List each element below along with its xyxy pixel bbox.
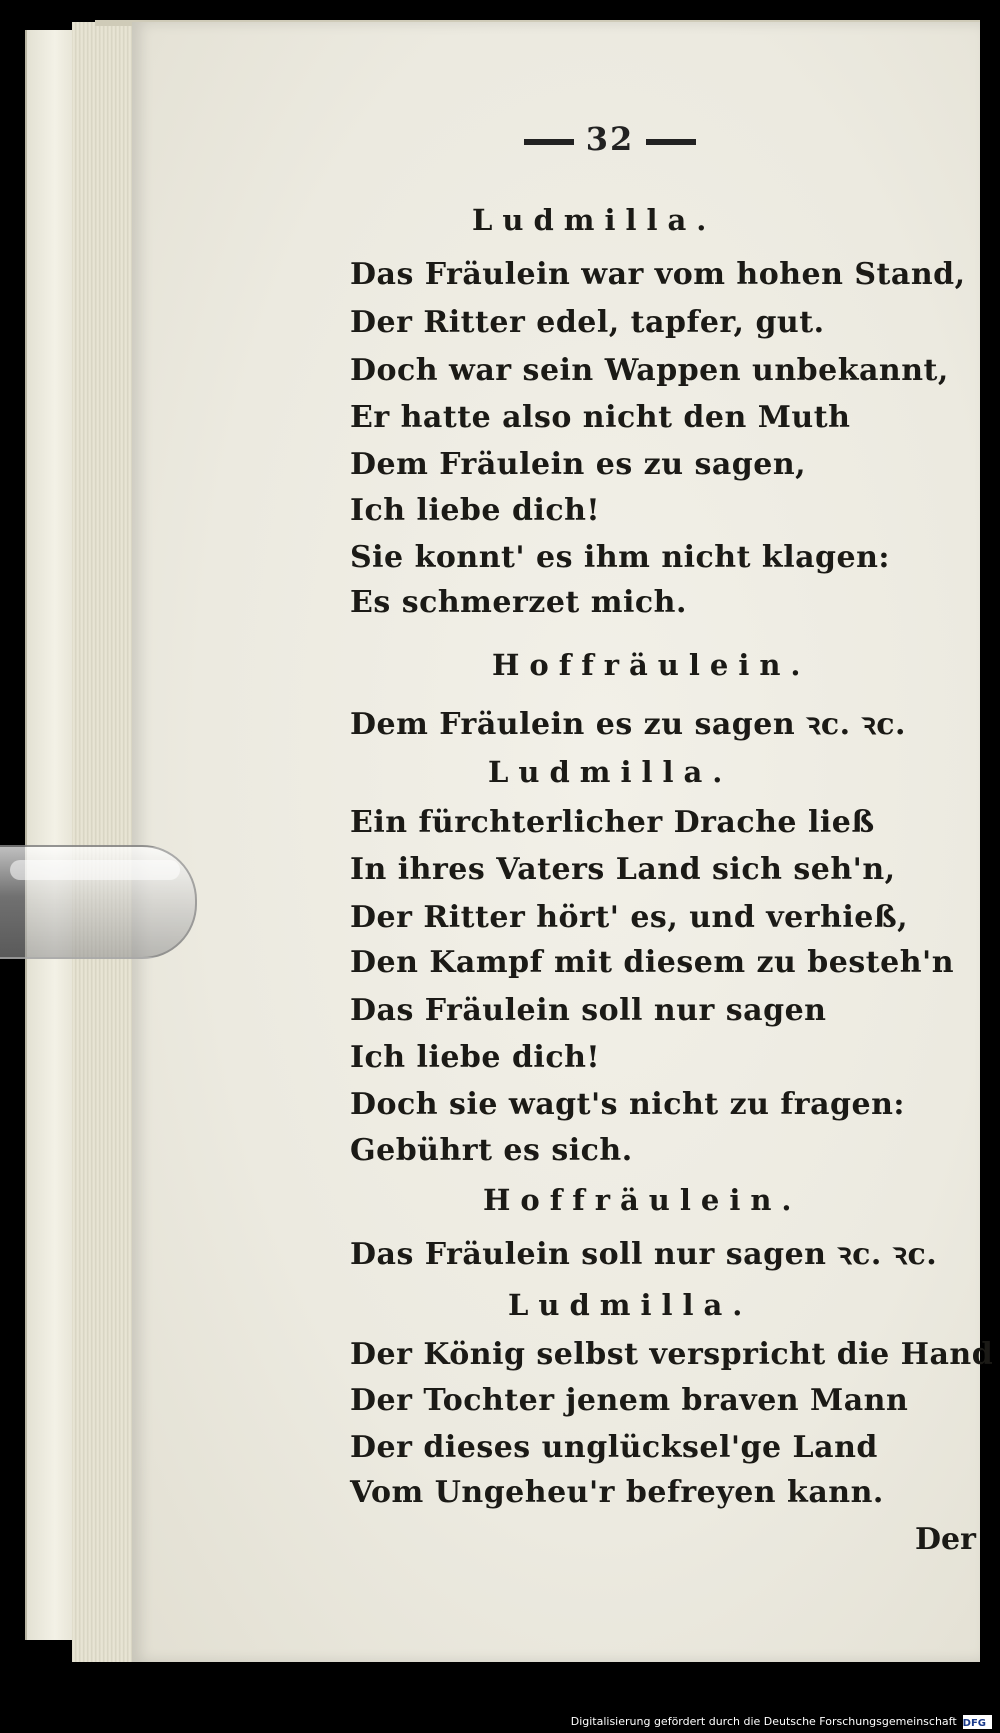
- verse-line: Der Tochter jenem braven Mann: [350, 1383, 909, 1418]
- page-number-text: 32: [585, 120, 635, 158]
- verse-line: Der Ritter edel, tapfer, gut.: [350, 305, 825, 340]
- clamp-highlight: [10, 860, 180, 880]
- verse-line: Doch sie wagt's nicht zu fragen:: [350, 1087, 905, 1122]
- verse-line: Der dieses unglücksel'ge Land: [350, 1430, 878, 1465]
- speaker-heading: Ludmilla.: [488, 755, 733, 789]
- verse-line: Den Kampf mit diesem zu besteh'n: [350, 945, 955, 980]
- speaker-heading: Hoffräulein.: [483, 1183, 802, 1217]
- page-stack-leaves: [72, 22, 133, 1662]
- verse-line: Ich liebe dich!: [350, 1040, 601, 1075]
- footer-text: Digitalisierung gefördert durch die Deutsche Forschungsgemeinschaft: [570, 1715, 957, 1728]
- verse-line: Der Ritter hört' es, und verhieß,: [350, 900, 909, 935]
- verse-line: Das Fräulein soll nur sagen: [350, 993, 827, 1028]
- verse-line: Gebührt es sich.: [350, 1133, 633, 1168]
- speaker-heading: Ludmilla.: [508, 1288, 753, 1322]
- page-number: [500, 120, 720, 158]
- verse-line: Ich liebe dich!: [350, 493, 601, 528]
- dfg-logo: DFG: [963, 1715, 992, 1729]
- speaker-heading: Hoffräulein.: [492, 648, 811, 682]
- catchword: Der: [915, 1522, 976, 1557]
- dash-left: [524, 139, 574, 145]
- speaker-heading: Ludmilla.: [472, 203, 717, 237]
- digitization-footer: [0, 1712, 1000, 1733]
- verse-line: Der König selbst verspricht die Hand: [350, 1337, 994, 1372]
- verse-line: Dem Fräulein es zu sagen,: [350, 447, 807, 482]
- dash-right: [646, 139, 696, 145]
- verse-line: Vom Ungeheu'r befreyen kann.: [350, 1475, 884, 1510]
- verse-line: In ihres Vaters Land sich seh'n,: [350, 852, 896, 887]
- refrain-line: Das Fräulein soll nur sagen ꝛc. ꝛc.: [350, 1237, 938, 1272]
- verse-line: Doch war sein Wappen unbekannt,: [350, 353, 949, 388]
- verse-line: Er hatte also nicht den Muth: [350, 400, 851, 435]
- verse-line: Sie konnt' es ihm nicht klagen:: [350, 540, 890, 575]
- verse-line: Ein fürchterlicher Drache ließ: [350, 805, 875, 840]
- verse-line: Es schmerzet mich.: [350, 585, 687, 620]
- verse-line: Das Fräulein war vom hohen Stand,: [350, 257, 966, 292]
- refrain-line: Dem Fräulein es zu sagen ꝛc. ꝛc.: [350, 707, 906, 742]
